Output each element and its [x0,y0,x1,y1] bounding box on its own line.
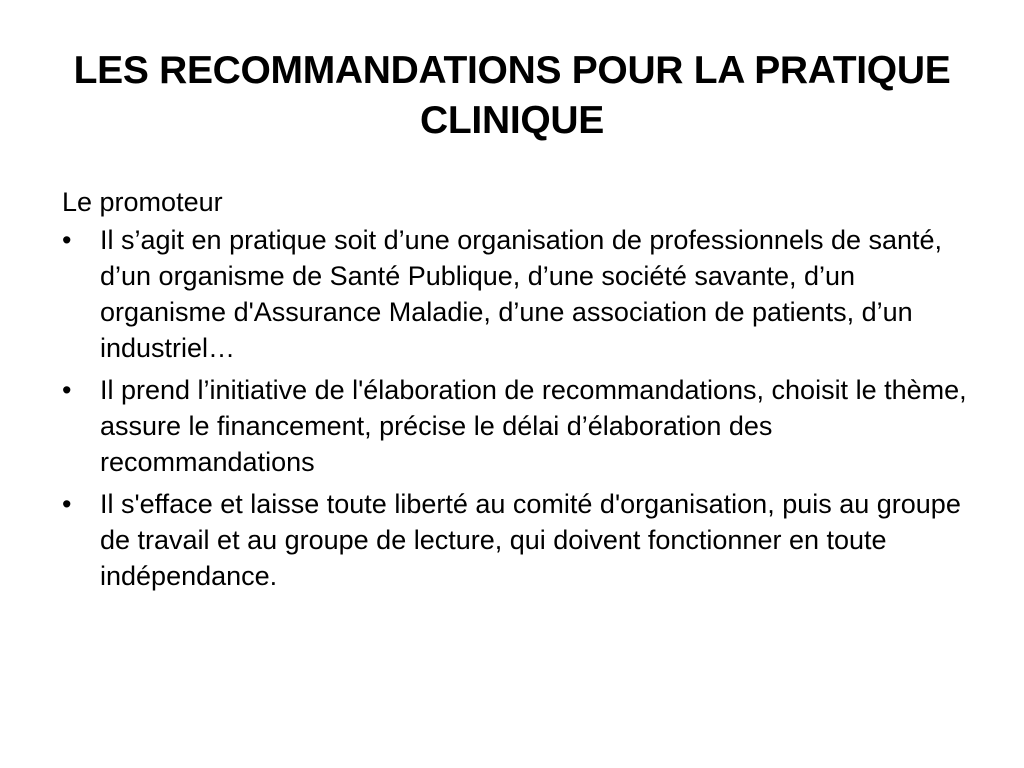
bullet-icon: • [62,375,72,405]
bullet-text: Il s’agit en pratique soit d’une organisation de professionnels de santé, d’un organisme de Santé Publique, d’une société savante, d’un organisme d'Assurance Maladie, d’une association de patients, d’un industriel… [100,225,943,363]
bullet-text: Il s'efface et laisse toute liberté au comité d'organisation, puis au groupe de travail et au groupe de lecture, qui doivent fonctionner en toute indépendance. [100,489,961,591]
section-subtitle: Le promoteur [62,187,223,217]
bullet-icon: • [62,489,72,519]
bullet-item [62,372,982,480]
bullet-icon: • [62,225,72,255]
slide-content [62,184,982,600]
bullet-text: Il prend l’initiative de l'élaboration de recommandations, choisit le thème, assure le financement, précise le délai d’élaboration des recommandations [100,375,967,477]
slide-title: LES RECOMMANDATIONS POUR LA PRATIQUE CLINIQUE [73,49,951,142]
bullet-list [62,222,982,594]
bullet-item [62,486,982,594]
bullet-item [62,222,982,366]
